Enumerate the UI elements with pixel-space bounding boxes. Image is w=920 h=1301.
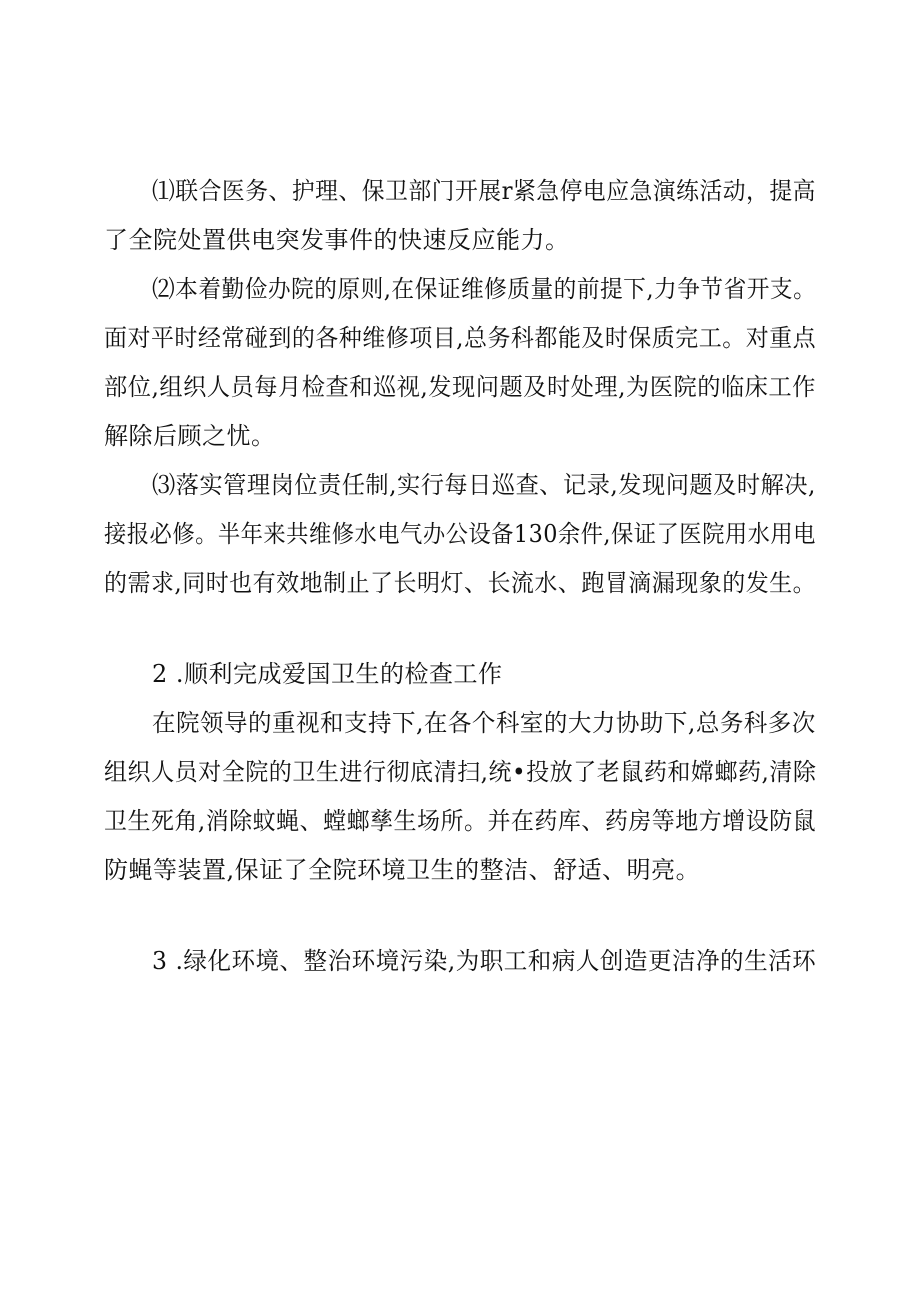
section2-heading: 2 .顺利完成爱国卫生的检查工作 bbox=[152, 660, 503, 688]
item2-line2: 面对平时经常碰到的各种维修项目,总务科都能及时保质完工。对重点 bbox=[104, 324, 817, 352]
item2-line4: 解除后顾之忧。 bbox=[104, 422, 276, 450]
item2-line1: ⑵本着勤俭办院的原则,在保证维修质量的前提下,力争节省开支。 bbox=[152, 275, 817, 303]
section2-para-line2: 组织人员对全院的卫生进行彻底清扫,统•投放了老鼠药和嫦螂药,清除 bbox=[104, 758, 817, 786]
item3-line1: ⑶落实管理岗位责任制,实行每日巡查、记录,发现问题及时解决, bbox=[152, 471, 816, 499]
item2-line3: 部位,组织人员每月检查和巡视,发现问题及时处理,为医院的临床工作 bbox=[104, 373, 816, 401]
item3-line3: 的需求,同时也有效地制止了长明灯、长流水、跑冒滴漏现象的发生。 bbox=[104, 569, 817, 597]
section2-para-line3: 卫生死角,消除蚊蝇、螳螂孳生场所。并在药库、药房等地方增设防鼠 bbox=[104, 807, 817, 835]
section2-para-line4: 防蝇等装置,保证了全院环境卫生的整洁、舒适、明亮。 bbox=[104, 856, 701, 884]
section2-para-line1: 在院领导的重视和支持下,在各个科室的大力协助下,总务科多次 bbox=[152, 709, 816, 737]
item1-line1: ⑴联合医务、护理、保卫部门开展r紧急停电应急演练活动，提高 bbox=[152, 177, 816, 205]
section3-heading: 3 .绿化环境、整治环境污染,为职工和病人创造更洁净的生活环 bbox=[152, 947, 817, 975]
item1-line2: 了全院处置供电突发事件的快速反应能力。 bbox=[104, 226, 570, 254]
item3-line2: 接报必修。半年来共维修水电气办公设备130余件,保证了医院用水用电 bbox=[104, 520, 816, 548]
